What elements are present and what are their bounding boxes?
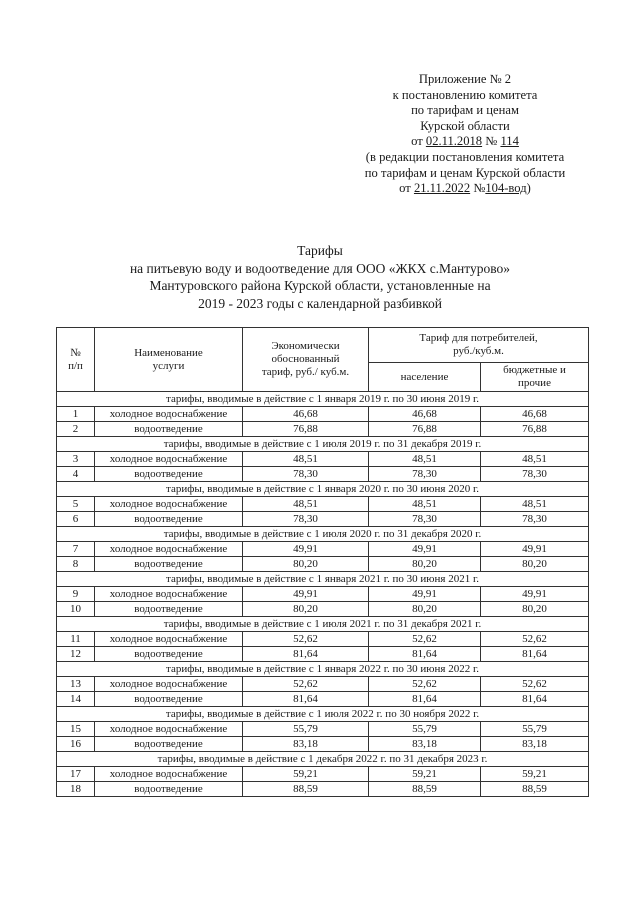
econ-tariff: 80,20 [243,557,369,572]
econ-tariff: 59,21 [243,767,369,782]
period-row [57,482,589,497]
table-row [57,602,589,617]
table-row [57,587,589,602]
appendix-line: Курской области [420,118,510,133]
table-row [57,542,589,557]
appendix-block [340,72,590,197]
econ-tariff: 80,20 [243,602,369,617]
header-name: Наименование услуги [95,328,243,392]
period-label: тарифы, вводимые в действие с 1 декабря 2022 г. по 31 декабря 2023 г. [57,752,589,767]
population-tariff: 48,51 [369,452,481,467]
budget-tariff: 46,68 [481,407,589,422]
edit-from: от [399,181,411,196]
budget-tariff: 48,51 [481,497,589,512]
table-row [57,467,589,482]
row-number: 11 [57,632,95,647]
table-row [57,692,589,707]
population-tariff: 78,30 [369,512,481,527]
table-row [57,647,589,662]
period-row [57,527,589,542]
econ-tariff: 76,88 [243,422,369,437]
budget-tariff: 55,79 [481,722,589,737]
row-number: 8 [57,557,95,572]
population-tariff: 52,62 [369,632,481,647]
budget-tariff: 83,18 [481,737,589,752]
budget-tariff: 81,64 [481,647,589,662]
table-row [57,557,589,572]
service-name: холодное водоснабжение [95,497,243,512]
service-name: водоотведение [95,512,243,527]
econ-tariff: 48,51 [243,497,369,512]
appendix-edit-line: (в редакции постановления комитета [365,149,565,164]
population-tariff: 81,64 [369,692,481,707]
period-label: тарифы, вводимые в действие с 1 июля 2022 г. по 30 ноября 2022 г. [57,707,589,722]
table-row [57,632,589,647]
appendix-line: к постановлению комитета [392,87,538,102]
econ-tariff: 83,18 [243,737,369,752]
population-tariff: 88,59 [369,782,481,797]
row-number: 14 [57,692,95,707]
service-name: водоотведение [95,737,243,752]
table-row [57,497,589,512]
population-tariff: 46,68 [369,407,481,422]
period-row [57,437,589,452]
service-name: водоотведение [95,467,243,482]
service-name: холодное водоснабжение [95,677,243,692]
econ-tariff: 81,64 [243,647,369,662]
row-number: 2 [57,422,95,437]
population-tariff: 83,18 [369,737,481,752]
row-number: 5 [57,497,95,512]
table-row [57,722,589,737]
population-tariff: 49,91 [369,542,481,557]
period-label: тарифы, вводимые в действие с 1 января 2021 г. по 30 июня 2021 г. [57,572,589,587]
econ-tariff: 78,30 [243,467,369,482]
row-number: 18 [57,782,95,797]
appendix-edit-line: по тарифам и ценам Курской области [364,165,566,180]
row-number: 6 [57,512,95,527]
title-line: 2019 - 2023 годы с календарной разбивкой [198,295,442,311]
tariff-table [56,327,589,797]
budget-tariff: 88,59 [481,782,589,797]
appendix-line: Приложение № 2 [418,72,512,86]
service-name: водоотведение [95,557,243,572]
econ-tariff: 49,91 [243,542,369,557]
population-tariff: 55,79 [369,722,481,737]
appendix-from: от [411,134,423,149]
econ-tariff: 88,59 [243,782,369,797]
population-tariff: 52,62 [369,677,481,692]
table-row [57,422,589,437]
edit-date: 21.11.2022 [413,181,471,196]
period-label: тарифы, вводимые в действие с 1 июля 2021 г. по 31 декабря 2021 г. [57,617,589,632]
econ-tariff: 78,30 [243,512,369,527]
population-tariff: 78,30 [369,467,481,482]
row-number: 15 [57,722,95,737]
service-name: водоотведение [95,647,243,662]
budget-tariff: 52,62 [481,677,589,692]
econ-tariff: 52,62 [243,632,369,647]
population-tariff: 48,51 [369,497,481,512]
service-name: водоотведение [95,422,243,437]
period-row [57,707,589,722]
row-number: 16 [57,737,95,752]
row-number: 4 [57,467,95,482]
population-tariff: 81,64 [369,647,481,662]
edit-close: ) [526,181,531,196]
period-label: тарифы, вводимые в действие с 1 января 2019 г. по 30 июня 2019 г. [57,392,589,407]
period-label: тарифы, вводимые в действие с 1 января 2020 г. по 30 июня 2020 г. [57,482,589,497]
document-title [70,242,570,312]
population-tariff: 76,88 [369,422,481,437]
table-row [57,767,589,782]
budget-tariff: 52,62 [481,632,589,647]
budget-tariff: 48,51 [481,452,589,467]
appendix-number: 114 [500,134,519,149]
table-row [57,737,589,752]
period-label: тарифы, вводимые в действие с 1 июля 2019 г. по 31 декабря 2019 г. [57,437,589,452]
population-tariff: 59,21 [369,767,481,782]
title-line: Тарифы [297,243,343,258]
econ-tariff: 46,68 [243,407,369,422]
period-row [57,392,589,407]
header-num: № п/п [57,328,95,392]
service-name: холодное водоснабжение [95,452,243,467]
service-name: холодное водоснабжение [95,587,243,602]
budget-tariff: 59,21 [481,767,589,782]
appendix-date: 02.11.2018 [425,134,483,149]
budget-tariff: 49,91 [481,587,589,602]
header-population: население [369,363,481,392]
edit-number: 104-вод [485,181,527,196]
header-econ: Экономически обоснованный тариф, руб./ куб.м. [243,328,369,392]
population-tariff: 49,91 [369,587,481,602]
budget-tariff: 78,30 [481,512,589,527]
row-number: 12 [57,647,95,662]
period-row [57,662,589,677]
appendix-edit-resolution [340,181,590,197]
appendix-line: по тарифам и ценам [411,103,519,118]
econ-tariff: 55,79 [243,722,369,737]
table-row [57,782,589,797]
service-name: водоотведение [95,692,243,707]
period-label: тарифы, вводимые в действие с 1 января 2022 г. по 30 июня 2022 г. [57,662,589,677]
service-name: холодное водоснабжение [95,722,243,737]
budget-tariff: 76,88 [481,422,589,437]
table-row [57,452,589,467]
edit-num-sign: № [473,181,486,196]
row-number: 7 [57,542,95,557]
econ-tariff: 48,51 [243,452,369,467]
appendix-resolution [340,134,590,150]
econ-tariff: 49,91 [243,587,369,602]
service-name: холодное водоснабжение [95,767,243,782]
period-label: тарифы, вводимые в действие с 1 июля 2020 г. по 31 декабря 2020 г. [57,527,589,542]
table-row [57,677,589,692]
title-line: на питьевую воду и водоотведение для ООО «ЖКХ с.Мантурово» [129,260,511,276]
service-name: холодное водоснабжение [95,542,243,557]
row-number: 1 [57,407,95,422]
econ-tariff: 81,64 [243,692,369,707]
service-name: холодное водоснабжение [95,632,243,647]
population-tariff: 80,20 [369,602,481,617]
budget-tariff: 78,30 [481,467,589,482]
table-row [57,407,589,422]
period-row [57,617,589,632]
row-number: 13 [57,677,95,692]
header-budget: бюджетные и прочие [481,363,589,392]
row-number: 9 [57,587,95,602]
budget-tariff: 49,91 [481,542,589,557]
row-number: 10 [57,602,95,617]
title-line: Мантуровского района Курской области, установленные на [149,278,491,293]
budget-tariff: 80,20 [481,602,589,617]
econ-tariff: 52,62 [243,677,369,692]
header-consumer: Тариф для потребителей, руб./куб.м. [369,328,589,363]
service-name: водоотведение [95,602,243,617]
appendix-num-sign: № [485,134,498,149]
period-row [57,752,589,767]
service-name: водоотведение [95,782,243,797]
service-name: холодное водоснабжение [95,407,243,422]
table-row [57,512,589,527]
population-tariff: 80,20 [369,557,481,572]
row-number: 17 [57,767,95,782]
budget-tariff: 80,20 [481,557,589,572]
row-number: 3 [57,452,95,467]
period-row [57,572,589,587]
budget-tariff: 81,64 [481,692,589,707]
